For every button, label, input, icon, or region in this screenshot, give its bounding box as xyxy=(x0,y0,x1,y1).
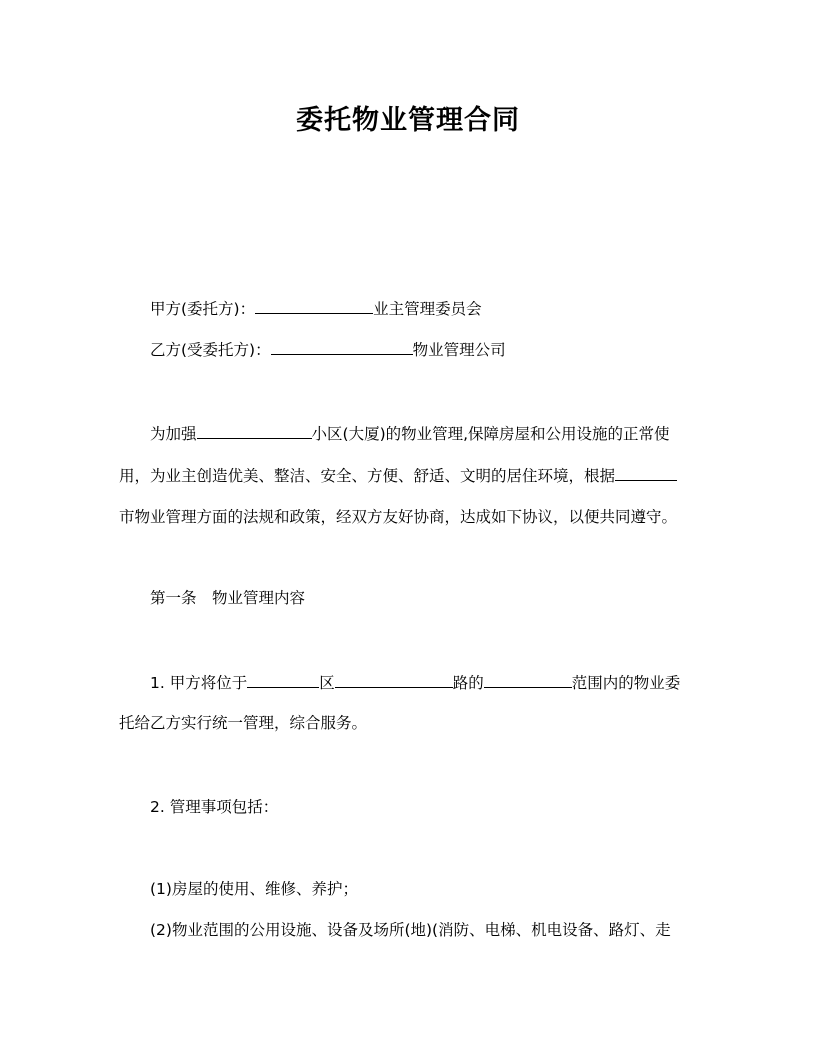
party-b-label: 乙方(受委托方)： xyxy=(150,341,271,359)
community-name-blank[interactable] xyxy=(197,422,312,439)
city-blank[interactable] xyxy=(615,464,677,481)
sub-item-1: (1)房屋的使用、维修、养护； xyxy=(150,880,358,898)
item-1-line-1 xyxy=(150,671,680,694)
range-blank[interactable] xyxy=(484,671,572,688)
intro-prefix: 为加强 xyxy=(150,425,197,443)
intro-line-2 xyxy=(119,464,677,487)
item-1-prefix: 1. 甲方将位于 xyxy=(150,674,248,692)
item-2-heading: 2. 管理事项包括： xyxy=(150,798,279,816)
item-1-suffix: 范围内的物业委 xyxy=(571,674,681,692)
intro-line-1 xyxy=(150,422,670,445)
party-b-suffix: 物业管理公司 xyxy=(412,341,506,359)
party-a-line xyxy=(150,297,482,320)
district-blank[interactable] xyxy=(247,671,319,688)
document-title: 委托物业管理合同 xyxy=(296,105,520,136)
intro-line-3: 市物业管理方面的法规和政策，经双方友好协商，达成如下协议，以便共同遵守。 xyxy=(119,508,678,526)
party-b-blank[interactable] xyxy=(271,338,413,355)
party-a-blank[interactable] xyxy=(255,297,373,314)
sub-item-2: (2)物业范围的公用设施、设备及场所(地)(消防、电梯、机电设备、路灯、走 xyxy=(150,921,671,939)
party-a-suffix: 业主管理委员会 xyxy=(373,300,482,318)
article-1-heading: 第一条 物业管理内容 xyxy=(150,589,306,607)
item-1-district: 区 xyxy=(319,674,335,692)
road-blank[interactable] xyxy=(335,671,453,688)
intro-line2-text: 用，为业主创造优美、整洁、安全、方便、舒适、文明的居住环境，根据 xyxy=(119,467,616,485)
item-1-line-2: 托给乙方实行统一管理，综合服务。 xyxy=(119,714,368,732)
intro-line1-suffix: 小区(大厦)的物业管理,保障房屋和公用设施的正常使 xyxy=(311,425,670,443)
item-1-road: 路的 xyxy=(452,674,484,692)
party-a-label: 甲方(委托方)： xyxy=(150,300,256,318)
party-b-line xyxy=(150,338,506,361)
